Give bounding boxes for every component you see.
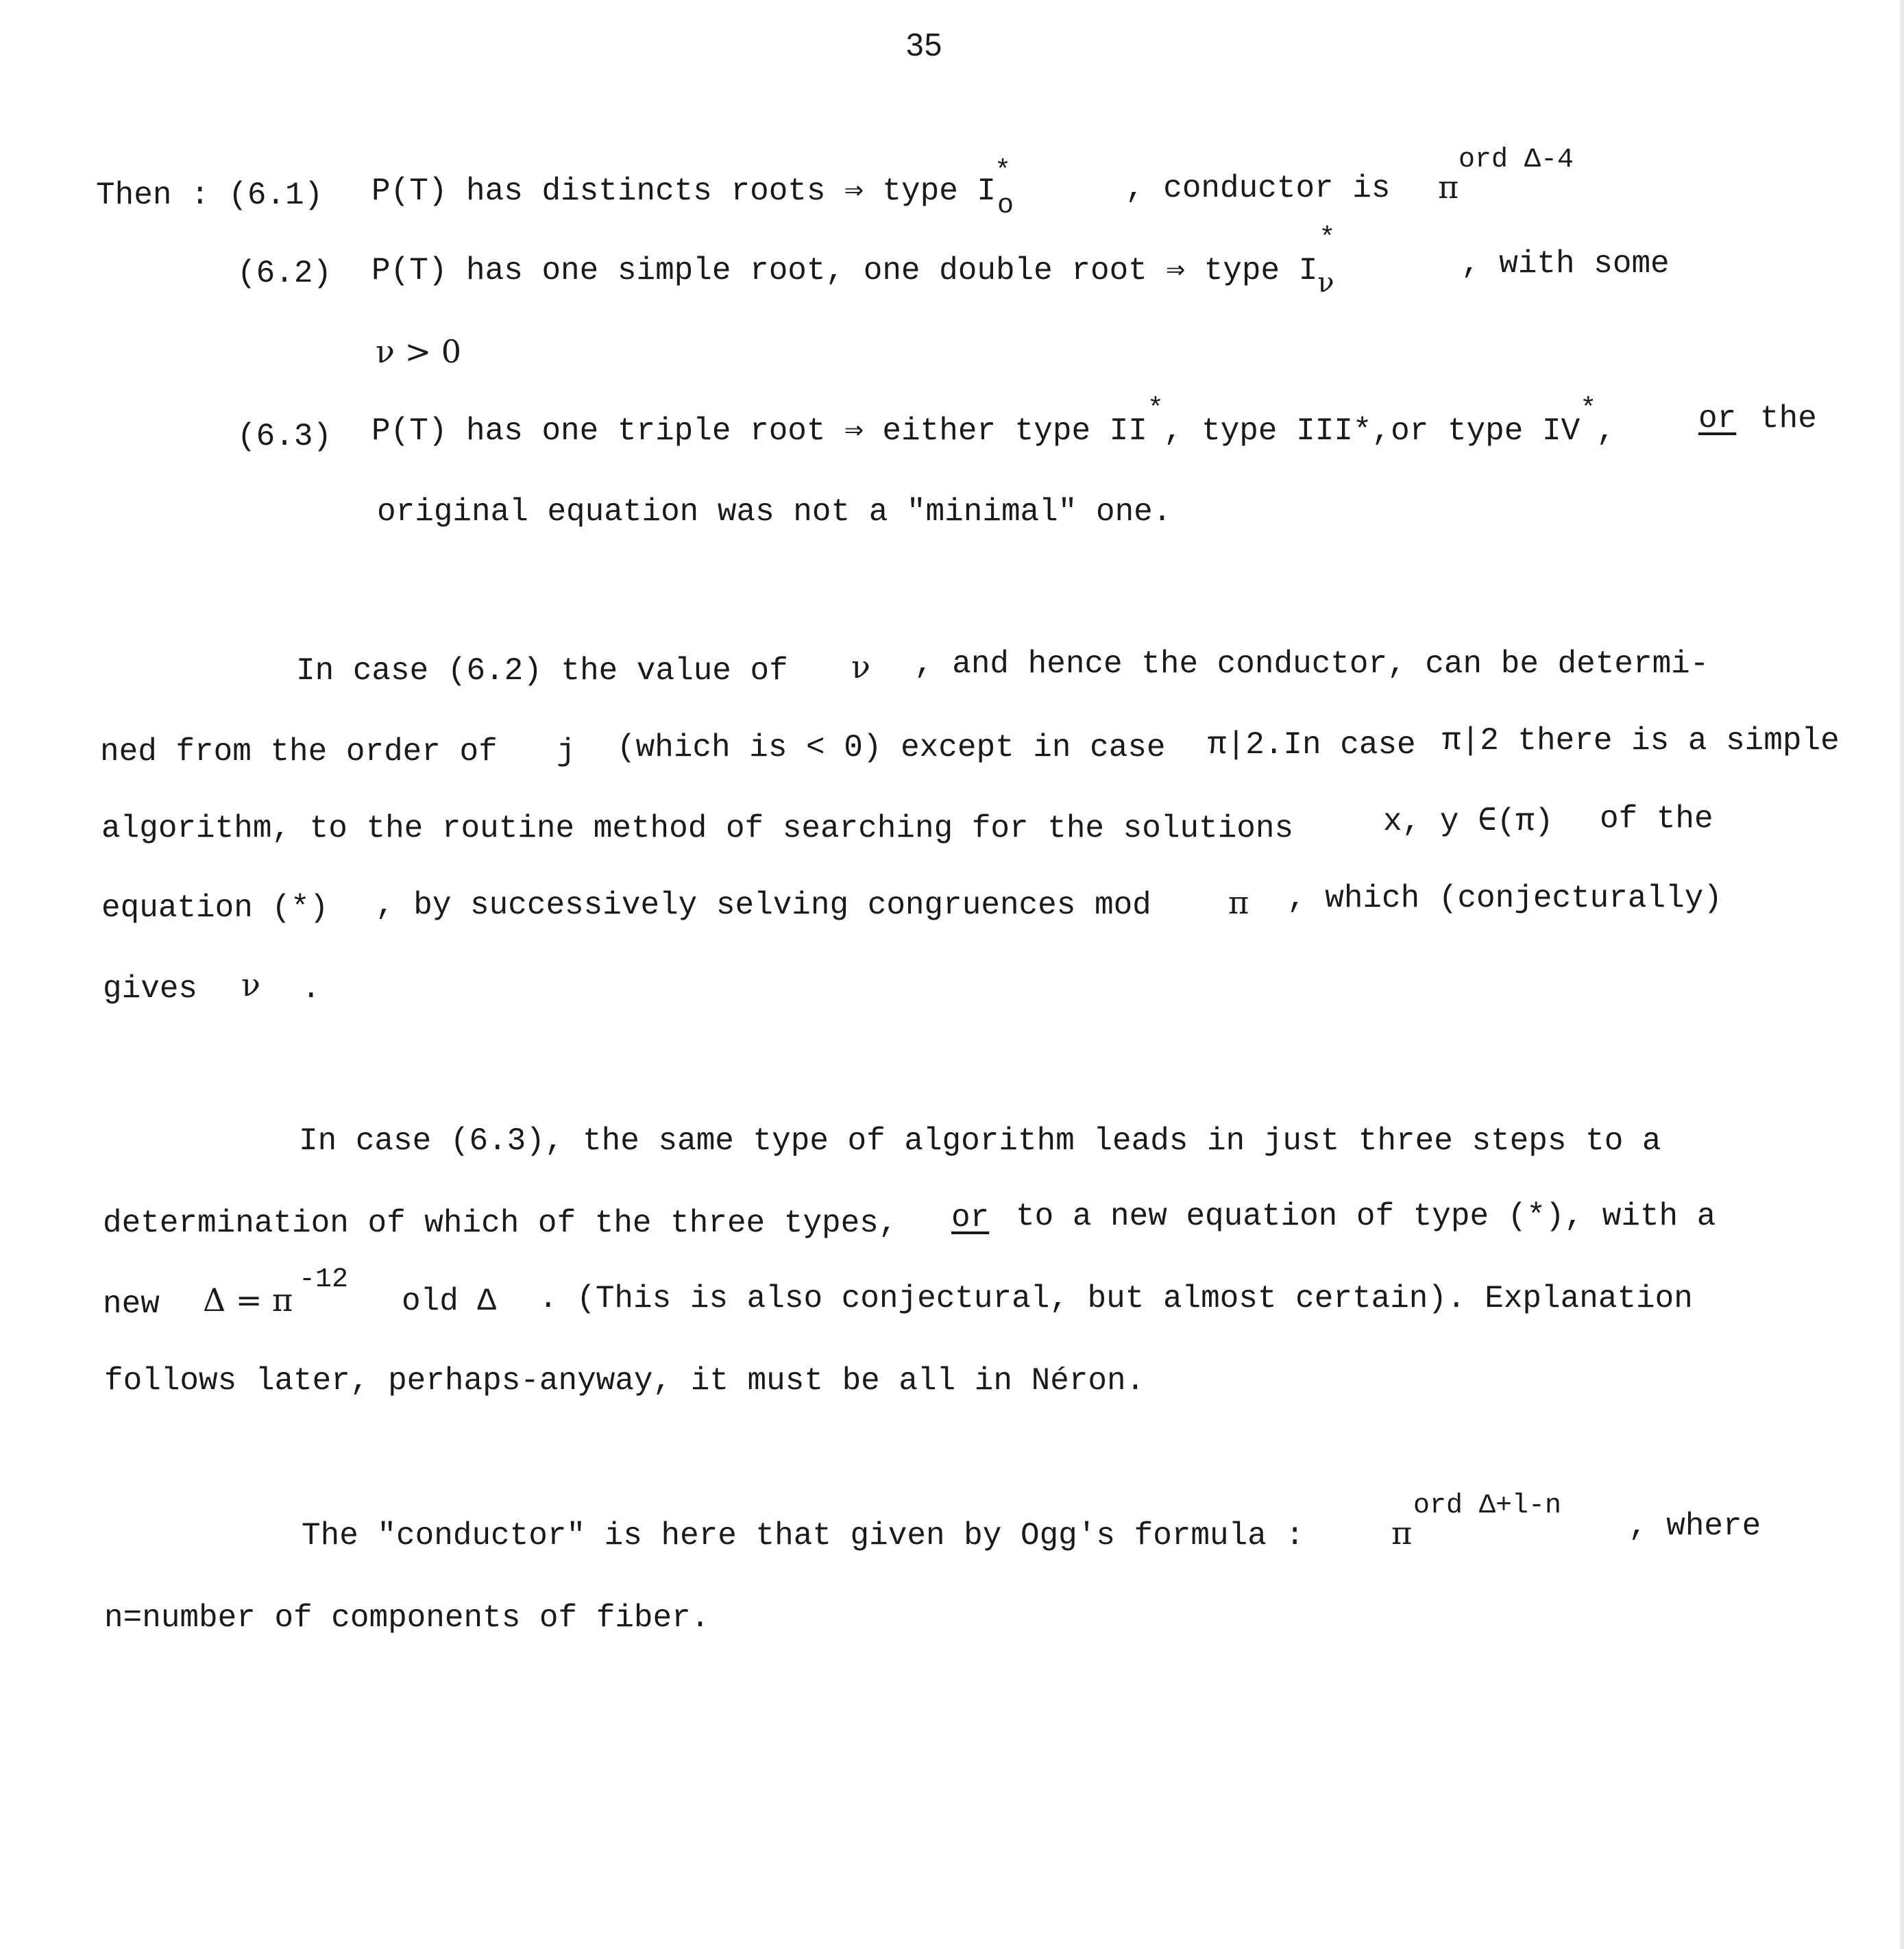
case-6-2-with-some: , with some xyxy=(1461,246,1670,282)
para1-pi: π xyxy=(1228,884,1249,921)
para1-line2-a: ned from the order of xyxy=(100,734,498,770)
para1-line2-c: π|2.In case xyxy=(1208,727,1416,763)
case-6-3-continuation: original equation was not a "minimal" one. xyxy=(377,494,1172,530)
para3-pi: π xyxy=(1391,1515,1413,1552)
case-6-2-continuation: ν > 0 xyxy=(376,333,462,370)
para2-line3-new: new xyxy=(103,1286,160,1322)
case-6-3-or-underlined: or xyxy=(1698,401,1737,437)
case-6-1-text: P(T) has distincts roots ⇒ type I xyxy=(371,173,997,209)
para2-delta-expression: Δ = π xyxy=(203,1282,293,1319)
case-6-1-subscript: o xyxy=(997,191,1014,221)
para1-line2-d: π|2 there is a simple xyxy=(1442,723,1840,759)
para1-line5-nu: ν xyxy=(241,966,260,1003)
case-6-2-subscript: ν xyxy=(1317,267,1334,299)
case-6-1-label: Then : (6.1) xyxy=(96,177,324,213)
para1-line5-period: . xyxy=(302,971,321,1007)
case-6-3-the: the xyxy=(1760,401,1817,437)
case-6-2-statement xyxy=(371,223,1336,299)
case-6-2-text: P(T) has one simple root, one double root ⇒ type I xyxy=(371,253,1318,289)
para3-exponent: ord Δ+l-n xyxy=(1413,1491,1562,1521)
case-6-3-statement xyxy=(371,394,1615,449)
para1-line5-a: gives xyxy=(103,971,198,1007)
para1-line3-c: of the xyxy=(1600,801,1713,837)
para1-line4-b: , by successively selving congruences mod xyxy=(376,887,1151,923)
para2-old-delta: old Δ xyxy=(402,1284,497,1319)
case-6-1-star: * xyxy=(994,156,1012,187)
case-6-3-star-1: * xyxy=(1147,394,1164,425)
para1-line4-c: , which (conjecturally) xyxy=(1287,881,1722,916)
case-6-3-star-2: * xyxy=(1580,394,1597,425)
para1-line2-b: (which is < 0) except in case xyxy=(617,730,1166,765)
case-6-3-text-a: P(T) has one triple root ⇒ either type II xyxy=(371,413,1147,449)
para2-line2-a: determination of which of the three types, xyxy=(103,1205,898,1241)
para3-where: , where xyxy=(1628,1508,1761,1544)
scan-right-edge xyxy=(1900,0,1904,1949)
para2-exponent: -12 xyxy=(299,1264,349,1295)
para1-line3-b: x, y ∈(π) xyxy=(1383,804,1554,839)
case-6-2-star: * xyxy=(1319,223,1336,254)
para2-line3-c: . (This is also conjectural, but almost certain). Explanation xyxy=(539,1281,1693,1316)
case-6-1-conductor-text: , conductor is xyxy=(1125,171,1391,206)
case-6-3-text-c: , xyxy=(1596,413,1615,449)
para3-line2: n=number of components of fiber. xyxy=(104,1600,710,1636)
para3-line1-a: The "conductor" is here that given by Ogg's formula : xyxy=(302,1518,1305,1554)
case-6-3-text-b: , type III*,or type IV xyxy=(1163,413,1580,449)
para1-line4-a: equation (*) xyxy=(101,890,329,926)
para1-j: j xyxy=(557,734,576,770)
para2-line4: follows later, perhaps-anyway, it must be all in Néron. xyxy=(104,1363,1145,1399)
para1-line1-b: , and hence the conductor, can be determi- xyxy=(914,646,1709,682)
para2-or-underlined: or xyxy=(951,1200,990,1236)
case-6-1-statement xyxy=(371,156,1014,221)
para2-line2-b: to a new equation of type (*), with a xyxy=(1016,1199,1716,1234)
para1-line3-a: algorithm, to the routine method of searching for the solutions xyxy=(101,811,1294,846)
case-6-1-exponent: ord Δ-4 xyxy=(1458,145,1574,175)
para1-line1-a: In case (6.2) the value of xyxy=(296,653,788,689)
page-number: 35 xyxy=(906,27,943,62)
case-6-3-label: (6.3) xyxy=(237,419,332,454)
case-6-2-label: (6.2) xyxy=(237,256,332,291)
case-6-1-pi: π xyxy=(1438,169,1459,206)
para1-nu: ν xyxy=(851,648,870,685)
para2-line1: In case (6.3), the same type of algorithm leads in just three steps to a xyxy=(299,1123,1661,1159)
